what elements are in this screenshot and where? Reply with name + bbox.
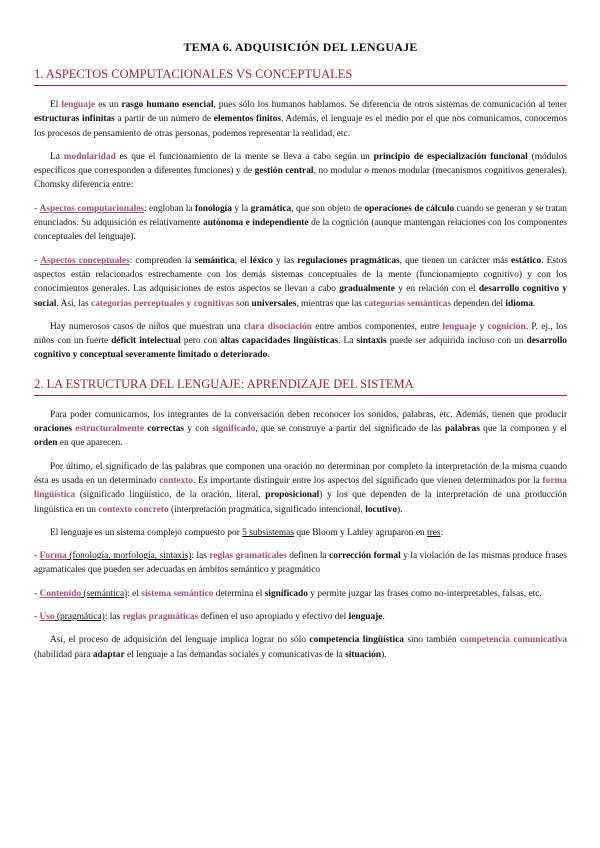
text: . bbox=[382, 612, 385, 623]
text: . La bbox=[338, 336, 357, 347]
text: ). bbox=[381, 649, 387, 660]
bold-term: léxico bbox=[250, 255, 273, 266]
bold-term: rasgo humano esencial bbox=[121, 100, 214, 110]
text: y la violación de las mismas produce frases agramaticales que pueden ser adecuadas en ámbitos semántico y pragmático bbox=[34, 551, 567, 576]
text: : las bbox=[191, 551, 210, 562]
text: pero con bbox=[180, 336, 221, 347]
section-1-paragraph-5 bbox=[34, 320, 567, 363]
text: de la cognición (aunque mantengan relaciones con los componentes conceptuales del lenguaje). bbox=[34, 218, 568, 243]
text: es un bbox=[95, 100, 122, 110]
text: (módulos específicos que corresponden a diferentes funciones) y de bbox=[34, 151, 568, 177]
section-2-paragraph-6 bbox=[34, 610, 567, 624]
keyword: categorías perceptuales y cognitivas bbox=[91, 298, 234, 309]
bold-term: déficit intelectual bbox=[111, 336, 181, 347]
keyword: Forma bbox=[39, 551, 67, 562]
bold-term: orden bbox=[34, 438, 58, 449]
bold-term: desarrollo cognitivo y social bbox=[34, 284, 568, 309]
section-2-paragraph-3 bbox=[34, 526, 567, 540]
keyword: Contenido bbox=[39, 588, 82, 599]
section-1-paragraph-3 bbox=[34, 202, 567, 245]
bold-term: operaciones de cálculo bbox=[364, 203, 455, 214]
underlined-term: (pragmática) bbox=[54, 612, 105, 623]
text: (interpretación pragmática, significado intencional, bbox=[168, 504, 366, 515]
keyword: reglas pragmáticas bbox=[122, 612, 199, 623]
text: : engloban la bbox=[144, 203, 195, 214]
bold-term: desarrollo cognitivo y conceptual severamente limitado o deteriorado bbox=[34, 336, 567, 361]
bold-term: oraciones bbox=[34, 424, 73, 435]
text: determina el bbox=[213, 588, 265, 599]
text: . Así, las bbox=[56, 298, 92, 309]
bold-term: semántica bbox=[194, 255, 235, 266]
text: son bbox=[233, 298, 252, 309]
text: es que el funcionamiento de la mente se lleva a cabo según un bbox=[115, 151, 374, 162]
keyword: lenguaje bbox=[442, 321, 477, 332]
text: - bbox=[34, 203, 40, 214]
keyword: cognición bbox=[487, 321, 526, 332]
text: el lenguaje a las demandas sociales y comunicativas de la bbox=[124, 649, 346, 660]
text: . Es importante distinguir entre los aspectos del significado que vienen determinados por la bbox=[193, 475, 543, 486]
section-2-paragraph-5 bbox=[34, 587, 567, 601]
text: La bbox=[50, 151, 64, 162]
text: , pues sólo los humanos hablamos. Se diferencia de otros sistemas de comunicación al tener bbox=[213, 100, 567, 110]
text: (habilidad para bbox=[34, 649, 93, 660]
keyword: Aspectos conceptuales bbox=[40, 255, 130, 266]
text: ) y los que dependen de la interpretación de una producción lingüística en un bbox=[34, 490, 567, 515]
document-page bbox=[34, 40, 567, 671]
bold-term: significado bbox=[264, 588, 308, 599]
text: - bbox=[34, 551, 40, 562]
text: y bbox=[476, 321, 488, 332]
text: - bbox=[34, 588, 40, 599]
bold-term: fonología bbox=[194, 203, 232, 214]
section-2-paragraph-2 bbox=[34, 460, 567, 517]
text: Así, el proceso de adquisición del lenguaje implica lograr no sólo bbox=[50, 635, 310, 646]
text: , el bbox=[234, 255, 251, 266]
text: El lenguaje es un sistema complejo compuesto por bbox=[50, 527, 243, 538]
section-1-heading: 1. ASPECTOS COMPUTACIONALES VS CONCEPTUALES bbox=[34, 67, 567, 86]
section-1-paragraph-2 bbox=[34, 150, 567, 193]
underlined-term: (fonología, morfología, sintaxis) bbox=[66, 551, 192, 562]
bold-term: palabras bbox=[444, 424, 480, 435]
text: . P. ej., los niños con un fuerte bbox=[34, 321, 567, 347]
text: . Estos aspectos están relacionados estrechamente con los demás sistemas conceptuales de la mente (funcionamiento cognitivo) y con los conocimientos generales. Las adquisiciones de estos aspectos se llevan a cabo bbox=[34, 255, 567, 295]
text: Hay numerosos casos de niños que muestran una bbox=[50, 321, 244, 332]
bold-term: corrección formal bbox=[329, 551, 401, 562]
keyword: competencia comunicativa bbox=[459, 635, 568, 646]
text: Por último, el significado de las palabras que componen una oración no determinan por completo la interpretación de la misma cuando ésta es usada en un determinado bbox=[34, 461, 567, 486]
bold-term: autónoma e independiente bbox=[203, 218, 309, 229]
text: cuando se generan y se tratan enunciados. Su adquisición es relativamente bbox=[34, 203, 567, 229]
text: : comprenden la bbox=[129, 255, 195, 266]
section-1-paragraph-4 bbox=[34, 254, 567, 311]
underlined-term: 5 subsistemas bbox=[242, 527, 294, 538]
bold-term: idioma bbox=[505, 298, 534, 309]
text: , que son objeto de bbox=[291, 203, 365, 214]
text: en que aparecen. bbox=[57, 438, 123, 449]
text: Para poder comunicarnos, los integrantes de la conversación deben reconocer los sonidos, palabras, etc. Además, tienen que producir bbox=[50, 409, 567, 420]
keyword: lenguaje bbox=[61, 100, 96, 110]
document-title: TEMA 6. ADQUISICIÓN DEL LENGUAJE bbox=[183, 40, 418, 54]
underlined-term: (semántica) bbox=[81, 588, 128, 599]
text: a partir de un número de bbox=[114, 114, 214, 125]
section-2-paragraph-4 bbox=[34, 549, 567, 578]
bold-term: situación bbox=[345, 649, 382, 660]
text: dependen del bbox=[451, 298, 506, 309]
bold-term: elementos finitos bbox=[213, 114, 282, 125]
text: - bbox=[34, 255, 41, 266]
bold-term: lenguaje bbox=[348, 612, 383, 623]
text: - bbox=[34, 612, 40, 623]
text: y las bbox=[272, 255, 298, 266]
section-2-paragraph-7 bbox=[34, 633, 567, 662]
keyword: significado bbox=[212, 424, 256, 435]
text: que la componen y el bbox=[479, 424, 568, 435]
keyword: Aspectos computacionales bbox=[39, 203, 145, 214]
bold-term: correctas bbox=[147, 424, 185, 435]
bold-term: gradualmente bbox=[339, 284, 395, 295]
text: , que tienen un carácter más bbox=[399, 255, 512, 266]
bold-term: gestión central bbox=[254, 166, 314, 177]
text: puede ser adquirida incluso con un bbox=[386, 336, 527, 347]
text: , que se construye a partir del significado de las bbox=[255, 424, 445, 435]
keyword: sistema semántico bbox=[141, 588, 214, 599]
text: y en relación con el bbox=[394, 284, 479, 295]
text: entre ambos componentes, entre bbox=[311, 321, 443, 332]
text: . bbox=[267, 350, 270, 361]
section-1-paragraph-1 bbox=[34, 98, 567, 141]
text: definen la bbox=[286, 551, 330, 562]
bold-term: competencia lingüística bbox=[309, 635, 404, 646]
bold-term: adaptar bbox=[92, 649, 125, 660]
keyword: contexto bbox=[159, 475, 194, 486]
text: sino también bbox=[403, 635, 460, 646]
bold-term: altas capacidades lingüísticas bbox=[220, 336, 339, 347]
text: y la bbox=[231, 203, 251, 214]
text: ). bbox=[397, 504, 403, 515]
bold-term: principio de especialización funcional bbox=[373, 151, 528, 162]
bold-term: gramática bbox=[250, 203, 292, 214]
text: que Bloom y Lahley agruparon en bbox=[293, 527, 428, 538]
keyword: reglas gramaticales bbox=[209, 551, 287, 562]
text: : el bbox=[127, 588, 142, 599]
text: . bbox=[533, 298, 536, 309]
text: , mientras que las bbox=[296, 298, 365, 309]
section-2-paragraph-1 bbox=[34, 408, 567, 451]
keyword: estructuralmente bbox=[75, 424, 145, 435]
bold-term: estructuras infinitas bbox=[34, 114, 115, 125]
bold-term: estático bbox=[511, 255, 542, 266]
keyword: forma lingüística bbox=[34, 475, 567, 501]
text: y permite juzgar las frases como no-interpretables, falsas, etc. bbox=[307, 588, 542, 599]
keyword: contexto concreto bbox=[98, 504, 169, 515]
text: (significado lingüístico, de la oración, literal, bbox=[75, 490, 266, 501]
keyword: clara disociación bbox=[243, 321, 312, 332]
text: : bbox=[440, 527, 444, 538]
keyword: modularidad bbox=[63, 151, 116, 162]
text: . Además, el lenguaje es el medio por el que nos comunicamos, conocemos los procesos de pensamiento de otras personas, podemos representar la realidad, etc. bbox=[34, 114, 567, 139]
text: : las bbox=[104, 612, 123, 623]
bold-term: regulaciones pragmáticas bbox=[297, 255, 400, 266]
section-2-heading: 2. LA ESTRUCTURA DEL LENGUAJE: APRENDIZAJE DEL SISTEMA bbox=[34, 377, 567, 396]
bold-term: sintaxis bbox=[356, 336, 387, 347]
keyword: Uso bbox=[39, 612, 55, 623]
text: El bbox=[50, 100, 62, 110]
text: , no modular o menos modular (mecanismos cognitivos generales). Chomsky diferencia entre: bbox=[34, 166, 567, 191]
bold-term: proposicional bbox=[265, 490, 320, 501]
bold-term: universales bbox=[251, 298, 297, 309]
text: y con bbox=[184, 424, 213, 435]
underlined-term: tres bbox=[427, 527, 441, 538]
keyword: categorías semánticas bbox=[364, 298, 451, 309]
bold-term: locutivo bbox=[365, 504, 398, 515]
text: definen el uso apropiado y efectivo del bbox=[198, 612, 349, 623]
